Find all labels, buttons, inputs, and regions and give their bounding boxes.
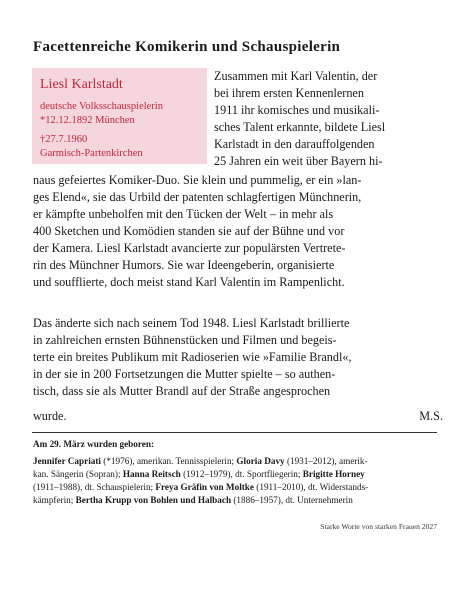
section-divider xyxy=(32,432,437,433)
birthday-text: (1912–1979), dt. Sportfliegerin; xyxy=(180,469,303,479)
person-name-bold: Hanna Reitsch xyxy=(122,469,181,479)
page-title: Facettenreiche Komikerin und Schauspielerin xyxy=(33,39,341,55)
person-name-bold: Gloria Davy xyxy=(236,456,285,466)
text-line: 1911 ihr komisches und musikali- xyxy=(214,103,380,117)
text-line: bei ihrem ersten Kennenlernen xyxy=(214,86,364,100)
person-birth: *12.12.1892 München xyxy=(40,115,135,126)
person-name-bold: Jennifer Capriati xyxy=(33,456,101,466)
text-line: und soufflierte, doch meist stand Karl Valentin im Rampenlicht. xyxy=(33,275,345,289)
text-line: ges Elend«, sie das Urbild der patenten schlagfertigen Münchnerin, xyxy=(33,190,362,204)
text-line: terte ein breites Publikum mit Radioserien wie »Familie Brandl«, xyxy=(33,350,352,364)
birthdays-line xyxy=(33,481,368,494)
birthday-text: (1886–1957), dt. Unternehmerin xyxy=(231,495,353,505)
birthdays-line xyxy=(33,494,353,507)
text-line: rin des Münchner Humors. Sie war Ideengeberin, organisierte xyxy=(33,258,335,272)
text-line: Karlstadt in den darauffolgenden xyxy=(214,137,375,151)
birthday-text: kan. Sängerin (Sopran); xyxy=(33,469,123,479)
birthday-text: kämpferin; xyxy=(33,495,76,505)
text-line: Zusammen mit Karl Valentin, der xyxy=(214,69,378,83)
person-name-bold: Brigitte Horney xyxy=(302,469,365,479)
calendar-footer: Starke Worte von starken Frauen 2027 xyxy=(320,522,437,531)
person-death-date: †27.7.1960 xyxy=(40,134,88,145)
author-signature: M.S. xyxy=(419,409,443,423)
birthday-text: (1931–2012), amerik- xyxy=(284,456,368,466)
text-line: in der sie in 200 Fortsetzungen die Mutter spielte – so authen- xyxy=(33,367,336,381)
person-name-bold: Bertha Krupp von Bohlen und Halbach xyxy=(75,495,232,505)
text-line: der Kamera. Liesl Karlstadt avancierte zur populärsten Vertrete- xyxy=(33,241,346,255)
birthdays-line xyxy=(33,468,365,481)
birthday-text: (1911–2010), dt. Widerstands- xyxy=(254,482,369,492)
birthdays-line xyxy=(33,455,368,468)
birthday-text: (1911–1988), dt. Schauspielerin; xyxy=(33,482,156,492)
person-occupation: deutsche Volksschauspielerin xyxy=(40,101,163,112)
text-line: 400 Sketchen und Komödien standen sie auf der Bühne und vor xyxy=(33,224,345,238)
birthday-text: (*1976), amerikan. Tennisspielerin; xyxy=(100,456,237,466)
person-name: Liesl Karlstadt xyxy=(40,77,123,92)
person-infobox xyxy=(32,68,207,164)
person-name-bold: Freya Gräfin von Moltke xyxy=(155,482,254,492)
text-line: in zahlreichen ernsten Bühnenstücken und Filmen und begeis- xyxy=(33,333,337,347)
text-line: Das änderte sich nach seinem Tod 1948. Liesl Karlstadt brillierte xyxy=(33,316,350,330)
text-line: tisch, dass sie als Mutter Brandl auf der Straße angesprochen xyxy=(33,384,331,398)
birthdays-heading: Am 29. März wurden geboren: xyxy=(33,439,155,449)
text-line: naus gefeiertes Komiker-Duo. Sie klein und pummelig, er ein »lan- xyxy=(33,173,362,187)
person-death-place: Garmisch-Partenkirchen xyxy=(40,148,143,159)
text-line: wurde. xyxy=(33,409,67,423)
text-line: 25 Jahren ein weit über Bayern hi- xyxy=(214,154,383,168)
text-line: er kämpfte unbeholfen mit den Tücken der Welt – in mehr als xyxy=(33,207,334,221)
text-line: sches Talent erkannte, bildete Liesl xyxy=(214,120,386,134)
